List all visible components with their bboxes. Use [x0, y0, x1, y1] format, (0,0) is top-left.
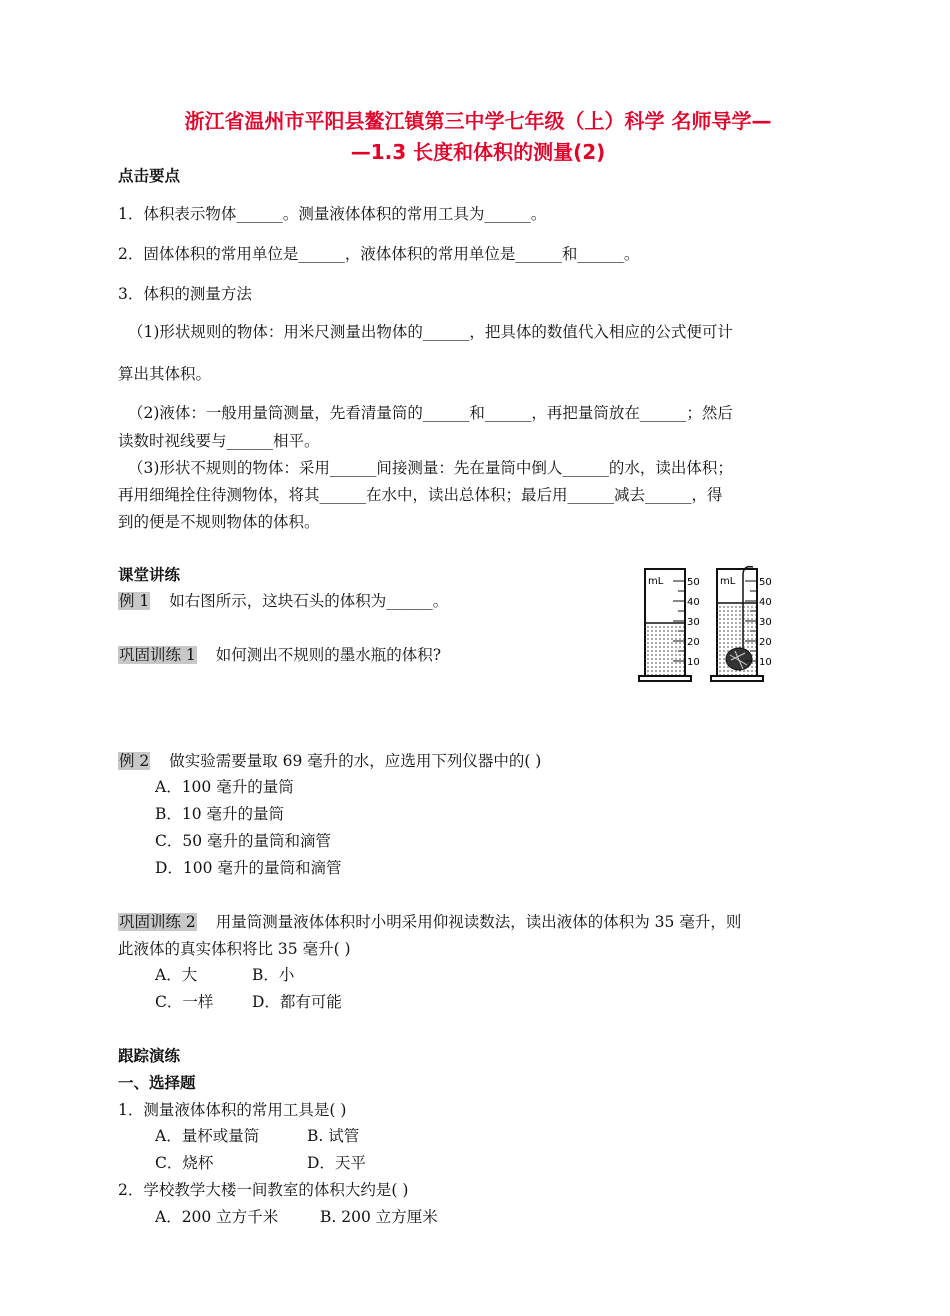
follow-q2-option-b: B. 200 立方厘米: [320, 1208, 438, 1226]
follow-q1-option-c: C．烧杯: [155, 1154, 214, 1172]
training-2-option-a: A．大: [155, 966, 198, 984]
training-1-tag: 巩固训练 1: [119, 646, 196, 664]
example-1-tag: 例 1: [119, 592, 150, 610]
follow-q1-options-row-2: [155, 1153, 366, 1173]
training-2-option-b: B．小: [252, 966, 295, 984]
tick-left-40: 40: [687, 597, 700, 608]
method-2-line-a: （2)液体：一般用量筒测量，先看清量筒的______和______，再把量筒放在______；然后: [128, 404, 733, 422]
example-2-text: 做实验需要量取 69 毫升的水，应选用下列仪器中的( ): [169, 752, 542, 770]
method-3-line-a: （3)形状不规则的物体：采用______间接测量：先在量筒中倒人______的水，读出体积；: [128, 459, 733, 477]
method-3-line-b: 再用细绳拴住待测物体，将其______在水中，读出总体积；最后用______减去______，得: [118, 486, 723, 504]
tick-right-40: 40: [759, 597, 772, 608]
tick-left-50: 50: [687, 577, 700, 588]
training-2-option-d: D．都有可能: [252, 993, 342, 1011]
tick-right-30: 30: [759, 617, 772, 628]
method-3-line-c: 到的便是不规则物体的体积。: [118, 513, 320, 531]
cylinder-before: [639, 569, 700, 681]
title-line-2: —1.3 长度和体积的测量(2): [350, 140, 606, 164]
question-1: 1．体积表示物体______。测量液体体积的常用工具为______。: [118, 205, 547, 223]
example-2-option-d: D．100 毫升的量筒和滴管: [155, 859, 342, 877]
follow-question-1: 1．测量液体体积的常用工具是( ): [118, 1101, 347, 1119]
training-2-text: 用量筒测量液体体积时小明采用仰视读数法，读出液体的体积为 35 毫升，则: [215, 913, 742, 931]
example-2-tag: 例 2: [119, 752, 150, 770]
document-title: [118, 106, 838, 168]
section-heading-follow-up: 跟踪演练: [118, 1047, 181, 1065]
unit-label-right: mL: [720, 576, 736, 587]
training-2: [118, 912, 741, 932]
tick-right-50: 50: [759, 577, 772, 588]
follow-q1-option-a: A．量杯或量筒: [155, 1127, 260, 1145]
training-2-option-c: C．一样: [155, 993, 214, 1011]
title-line-1: 浙江省温州市平阳县鳌江镇第三中学七年级（上）科学 名师导学—: [184, 109, 772, 133]
follow-q1-options-row-1: [155, 1126, 360, 1146]
follow-q2-option-a: A．200 立方千米: [155, 1208, 279, 1226]
example-2-option-a: A．100 毫升的量筒: [155, 778, 294, 796]
training-2-tag: 巩固训练 2: [119, 913, 196, 931]
question-3: 3．体积的测量方法: [118, 285, 252, 303]
follow-q1-option-d: D．天平: [307, 1154, 366, 1172]
question-2: 2．固体体积的常用单位是______，液体体积的常用单位是______和______。: [118, 245, 640, 263]
example-2: [118, 751, 541, 771]
subheading-multiple-choice: 一、选择题: [118, 1074, 196, 1092]
section-heading-class-practice: 课堂讲练: [118, 566, 181, 584]
tick-right-20: 20: [759, 637, 772, 648]
training-2-options-row-1: [155, 965, 295, 985]
example-2-option-c: C．50 毫升的量筒和滴管: [155, 832, 332, 850]
follow-q1-option-b: B. 试管: [307, 1127, 360, 1145]
follow-question-2: 2．学校教学大楼一间教室的体积大约是( ): [118, 1181, 409, 1199]
training-2-text-2: 此液体的真实体积将比 35 毫升( ): [118, 940, 351, 958]
training-1: [118, 645, 441, 665]
example-1-text: 如右图所示，这块石头的体积为______。: [169, 592, 449, 610]
training-2-options-row-2: [155, 992, 342, 1012]
tick-left-20: 20: [687, 637, 700, 648]
tick-left-30: 30: [687, 617, 700, 628]
method-1-line-b: 算出其体积。: [118, 365, 212, 383]
method-2-line-b: 读数时视线要与______相平。: [118, 432, 320, 450]
graduated-cylinders-figure: [635, 561, 785, 696]
example-2-option-b: B．10 毫升的量筒: [155, 805, 285, 823]
section-heading-key-points: 点击要点: [118, 167, 181, 185]
example-1: [118, 591, 448, 611]
tick-right-10: 10: [759, 657, 772, 668]
method-1-line-a: （1)形状规则的物体：用米尺测量出物体的______，把具体的数值代入相应的公式便可计: [128, 323, 733, 341]
follow-q2-options-row-1: [155, 1207, 438, 1227]
unit-label-left: mL: [648, 576, 664, 587]
training-1-text: 如何测出不规则的墨水瓶的体积?: [215, 646, 442, 664]
tick-left-10: 10: [687, 657, 700, 668]
cylinder-after: [711, 567, 772, 681]
